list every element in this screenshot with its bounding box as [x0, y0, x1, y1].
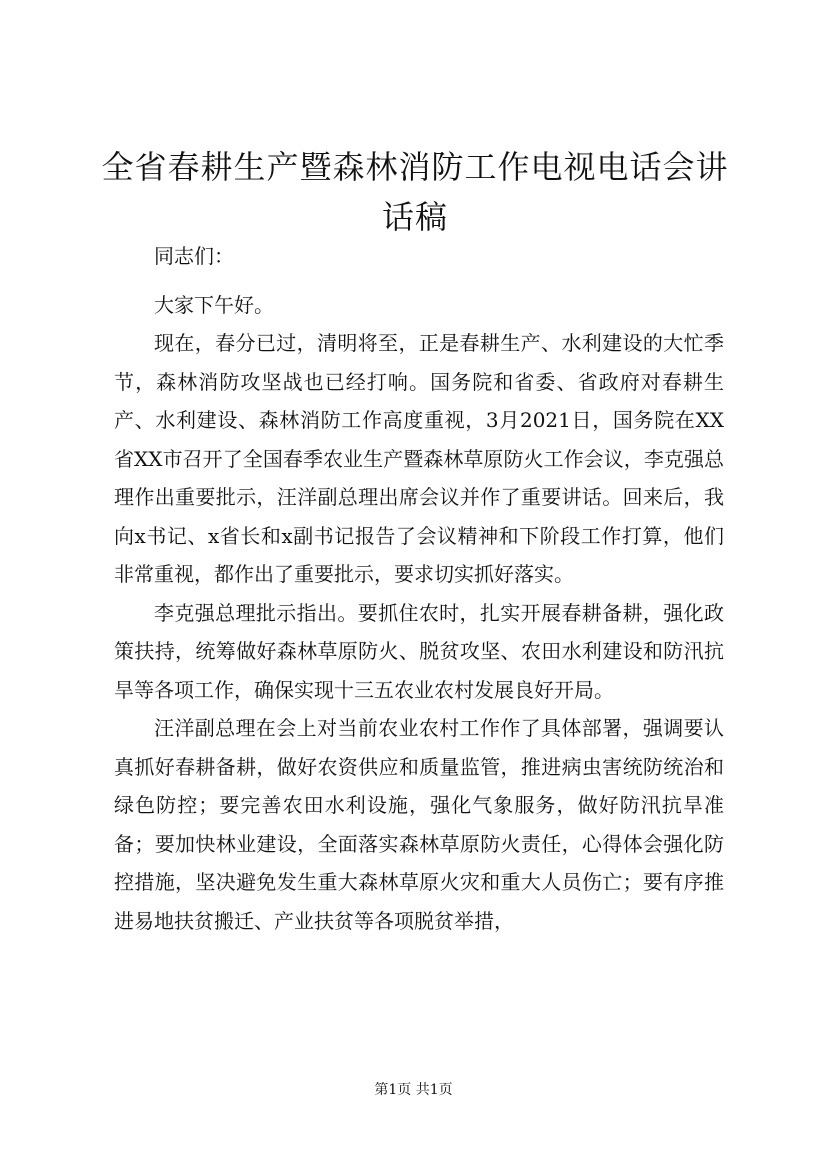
document-title: 全省春耕生产暨森林消防工作电视电话会讲话稿 [101, 148, 729, 236]
salutation: 同志们： [154, 244, 234, 268]
greeting: 大家下午好。 [154, 292, 274, 317]
document-body [114, 237, 724, 940]
paragraph-3: 汪洋副总理在会上对当前农业农村工作作了具体部署，强调要认真抓好春耕备耕，做好农资供应和质量监管，推进病虫害统防统治和绿色防控；要完善农田水利设施，强化气象服务，做好防汛抗旱准备；要加快林业建设，全面落实森林草原防火责任，心得体会强化防控措施，坚决避免发生重大森林草原火灾和重大人员伤亡；要有序推进易地扶贫搬迁、产业扶贫等各项脱贫举措， [114, 716, 724, 933]
paragraph-1: 现在，春分已过，清明将至，正是春耕生产、水利建设的大忙季节，森林消防攻坚战也已经打响。国务院和省委、省政府对春耕生产、水利建设、森林消防工作高度重视，3月2021日，国务院在XX省XX市召开了全国春季农业生产暨森林草原防火工作会议，李克强总理作出重要批示，汪洋副总理出席会议并作了重要讲话。回来后，我向x书记、x省长和x副书记报告了会议精神和下阶段工作打算，他们非常重视，都作出了重要批示，要求切实抓好落实。 [114, 331, 724, 586]
paragraph-2: 李克强总理批示指出。要抓住农时，扎实开展春耕备耕，强化政策扶持，统筹做好森林草原防火、脱贫攻坚、农田水利建设和防汛抗旱等各项工作，确保实现十三五农业农村发展良好开局。 [114, 600, 724, 702]
page-number-footer: 第1页 共1页 [374, 1082, 453, 1098]
